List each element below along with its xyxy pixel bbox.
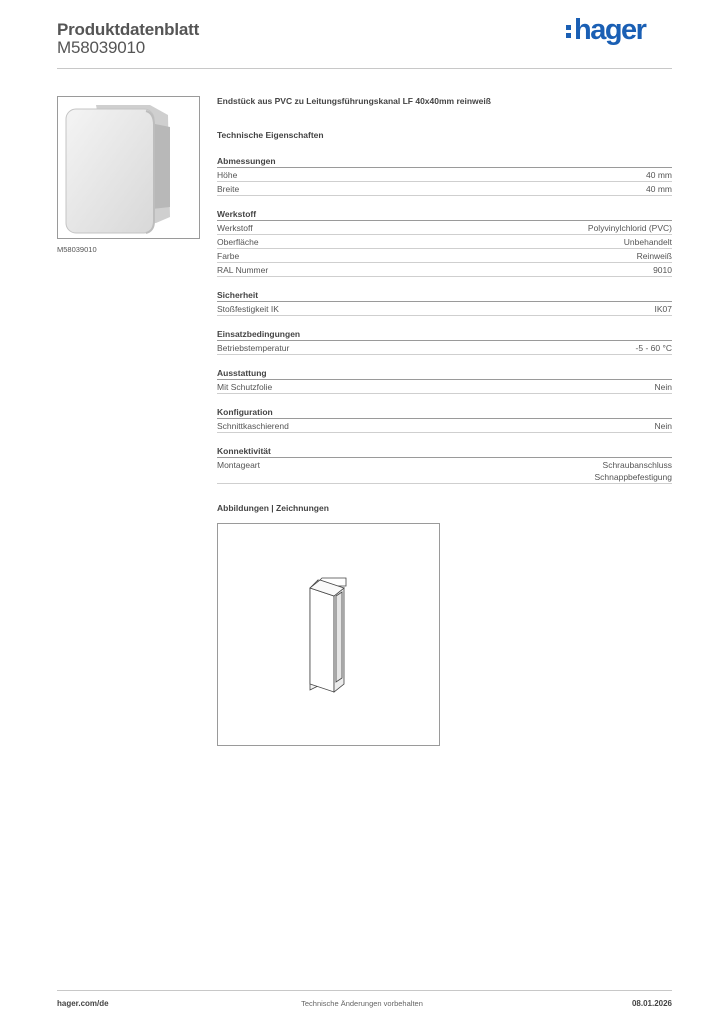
spec-label: Werkstoff [217,223,253,233]
spec-row [217,221,672,235]
spec-label: Oberfläche [217,237,259,247]
section-konnektivitaet [217,445,672,484]
section-abmessungen [217,155,672,196]
spec-sections [217,155,672,496]
spec-row [217,380,672,394]
spec-row [217,419,672,433]
section-title: Werkstoff [217,208,672,221]
spec-value: 40 mm [646,170,672,180]
spec-value-line: Schraubanschluss [602,460,672,470]
spec-label: Höhe [217,170,238,180]
section-title: Konfiguration [217,406,672,419]
section-title: Konnektivität [217,445,672,458]
header-divider [57,68,672,69]
spec-label: Schnittkaschierend [217,421,289,431]
spec-row [217,182,672,196]
spec-value: -5 - 60 °C [635,343,672,353]
section-title: Sicherheit [217,289,672,302]
spec-value: Unbehandelt [623,237,672,247]
spec-row [217,458,672,484]
spec-value: 40 mm [646,184,672,194]
spec-row [217,341,672,355]
section-title: Einsatzbedingungen [217,328,672,341]
footer-link[interactable]: hager.com/de [57,999,109,1008]
spec-row [217,168,672,182]
section-title: Abmessungen [217,155,672,168]
footer-divider [57,990,672,991]
spec-label: Breite [217,184,240,194]
spec-value: 9010 [653,265,672,275]
product-code: M58039010 [57,38,145,57]
section-einsatzbedingungen [217,328,672,355]
product-description: Endstück aus PVC zu Leitungsführungskanal LF 40x40mm reinweiß [217,96,491,106]
footer-disclaimer: Technische Änderungen vorbehalten [301,999,423,1008]
logo-text: hager [574,14,646,46]
footer-date: 08.01.2026 [631,999,672,1008]
section-konfiguration [217,406,672,433]
end-cap-photo-icon [58,97,199,238]
spec-label: Mit Schutzfolie [217,382,273,392]
spec-label: Montageart [217,460,260,470]
section-sicherheit [217,289,672,316]
spec-value-line: Schnappbefestigung [594,472,672,482]
spec-label: Farbe [217,251,240,261]
spec-value: IK07 [654,304,672,314]
technical-drawing [217,523,440,746]
section-title: Ausstattung [217,367,672,380]
page-title: Produktdatenblatt [57,20,200,39]
section-ausstattung [217,367,672,394]
spec-row [217,235,672,249]
section-werkstoff [217,208,672,277]
end-cap-drawing-icon [218,524,439,745]
product-photo [57,96,200,239]
spec-row [217,263,672,277]
spec-label: Betriebstemperatur [217,343,290,353]
spec-value: Nein [654,382,672,392]
spec-row [217,302,672,316]
photo-caption: M58039010 [57,245,97,254]
spec-label: RAL Nummer [217,265,269,275]
spec-label: Stoßfestigkeit IK [217,304,279,314]
spec-value: Reinweiß [636,251,672,261]
spec-value: Polyvinylchlorid (PVC) [587,223,672,233]
spec-value [594,459,672,483]
hager-logo[interactable] [566,14,645,47]
spec-value: Nein [654,421,672,431]
tech-heading: Technische Eigenschaften [217,130,324,140]
logo-dots-icon [566,22,572,41]
spec-row [217,249,672,263]
figures-heading: Abbildungen | Zeichnungen [217,503,329,513]
